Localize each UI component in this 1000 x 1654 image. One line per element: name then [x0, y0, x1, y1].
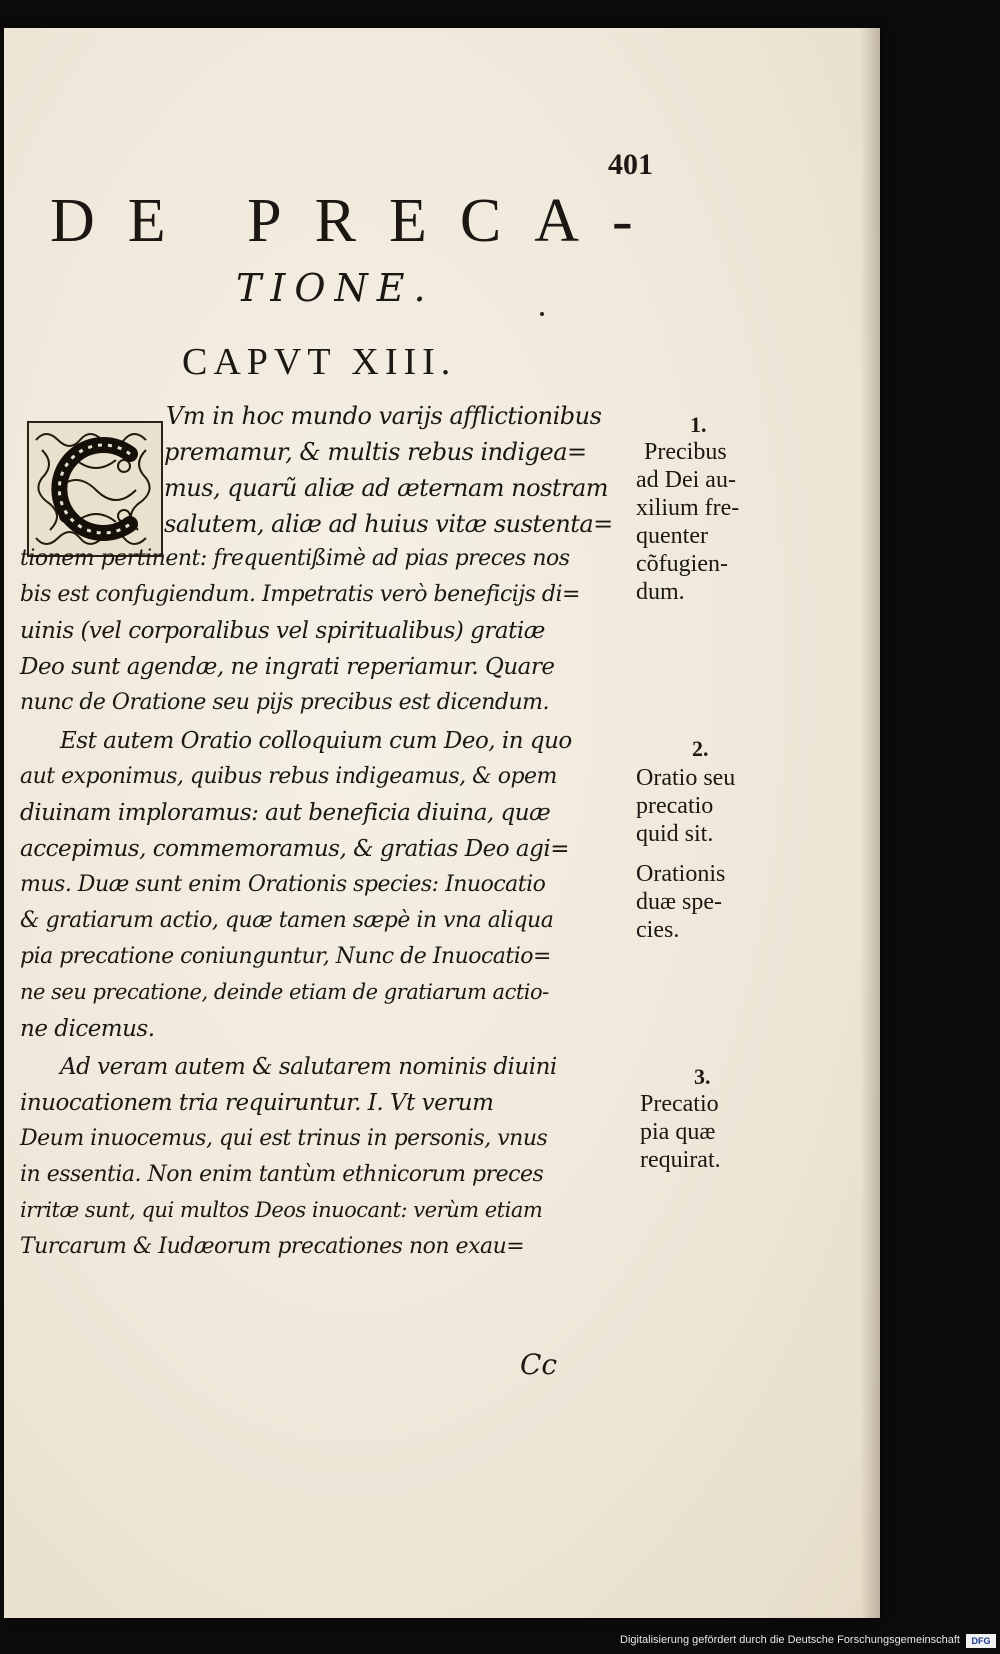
body-line: mus. Duæ sunt enim Orationis species: Inuocatio — [20, 872, 546, 897]
chapter-heading: CAPVT XIII. — [182, 341, 457, 383]
body-line: nunc de Oratione seu pijs precibus est dicendum. — [20, 690, 549, 715]
margin-note-line: Oratio seu — [636, 765, 736, 791]
margin-note-line: cies. — [636, 917, 680, 943]
margin-note-number: 1. — [690, 412, 707, 437]
body-line: pia precatione coniunguntur, Nunc de Inuocatio= — [20, 944, 551, 969]
book-page — [4, 28, 880, 1618]
margin-note-line: precatio — [636, 793, 714, 819]
body-line: Deum inuocemus, qui est trinus in personis, vnus — [20, 1126, 548, 1151]
body-line: irritæ sunt, qui multos Deos inuocant: verùm etiam — [20, 1198, 543, 1222]
digitization-credit: Digitalisierung gefördert durch die Deutsche Forschungsgemeinschaft — [620, 1634, 960, 1646]
body-line: accepimus, commemoramus, & gratias Deo agi= — [20, 836, 569, 862]
ink-spot — [540, 312, 544, 316]
body-line: diuinam imploramus: aut beneficia diuina, quæ — [20, 800, 551, 826]
body-line: Vm in hoc mundo varijs afflictionibus — [166, 402, 602, 430]
chapter-title-line-2: TIONE. — [236, 266, 435, 310]
margin-note-line: quenter — [636, 523, 708, 549]
body-line: ne seu precatione, deinde etiam de gratiarum actio- — [20, 980, 549, 1004]
margin-note-line: quid sit. — [636, 821, 714, 847]
body-line: Est autem Oratio colloquium cum Deo, in quo — [60, 728, 572, 754]
margin-note-line: cõfugien- — [636, 551, 728, 577]
margin-note-line: ad Dei au- — [636, 467, 736, 493]
margin-note-line: requirat. — [640, 1147, 721, 1173]
signature-mark: Cc — [520, 1348, 558, 1381]
margin-note-number: 3. — [694, 1064, 711, 1089]
body-line: inuocationem tria requiruntur. I. Vt verum — [20, 1090, 494, 1116]
chapter-title-line-1: DE PRECA- — [50, 187, 666, 255]
margin-note-line: dum. — [636, 579, 685, 605]
body-line: salutem, aliæ ad huius vitæ sustenta= — [164, 510, 613, 538]
margin-note-line: xilium fre- — [636, 495, 740, 521]
body-line: aut exponimus, quibus rebus indigeamus, & opem — [20, 764, 557, 789]
body-line: mus, quarũ aliæ ad æternam nostram — [164, 474, 609, 502]
body-line: Ad veram autem & salutarem nominis diuini — [60, 1054, 557, 1080]
margin-note-line: Orationis — [636, 861, 726, 887]
margin-note-line: Precatio — [640, 1091, 719, 1117]
dfg-logo-icon: DFG — [966, 1634, 996, 1648]
body-line: premamur, & multis rebus indigea= — [164, 438, 587, 466]
margin-note-line: pia quæ — [640, 1119, 716, 1145]
body-line: ne dicemus. — [20, 1016, 155, 1042]
body-line: Deo sunt agendæ, ne ingrati reperiamur. Quare — [20, 654, 555, 680]
body-line: & gratiarum actio, quæ tamen sæpè in vna aliqua — [20, 908, 554, 933]
page-number: 401 — [608, 148, 653, 181]
body-line: in essentia. Non enim tantùm ethnicorum preces — [20, 1162, 544, 1187]
margin-note-line: Precibus — [644, 439, 727, 465]
body-line: bis est confugiendum. Impetratis verò beneficijs di= — [20, 582, 580, 607]
ornamental-initial-c-icon — [26, 420, 164, 558]
body-line: Turcarum & Iudæorum precationes non exau= — [20, 1234, 525, 1259]
margin-note-number: 2. — [692, 736, 709, 761]
margin-note-line: duæ spe- — [636, 889, 722, 915]
body-line: uinis (vel corporalibus vel spiritualibus) gratiæ — [20, 618, 545, 644]
page-edge-shadow — [860, 28, 880, 1618]
body-line: tionem pertinent: frequentißimè ad pias preces nos — [20, 546, 570, 571]
